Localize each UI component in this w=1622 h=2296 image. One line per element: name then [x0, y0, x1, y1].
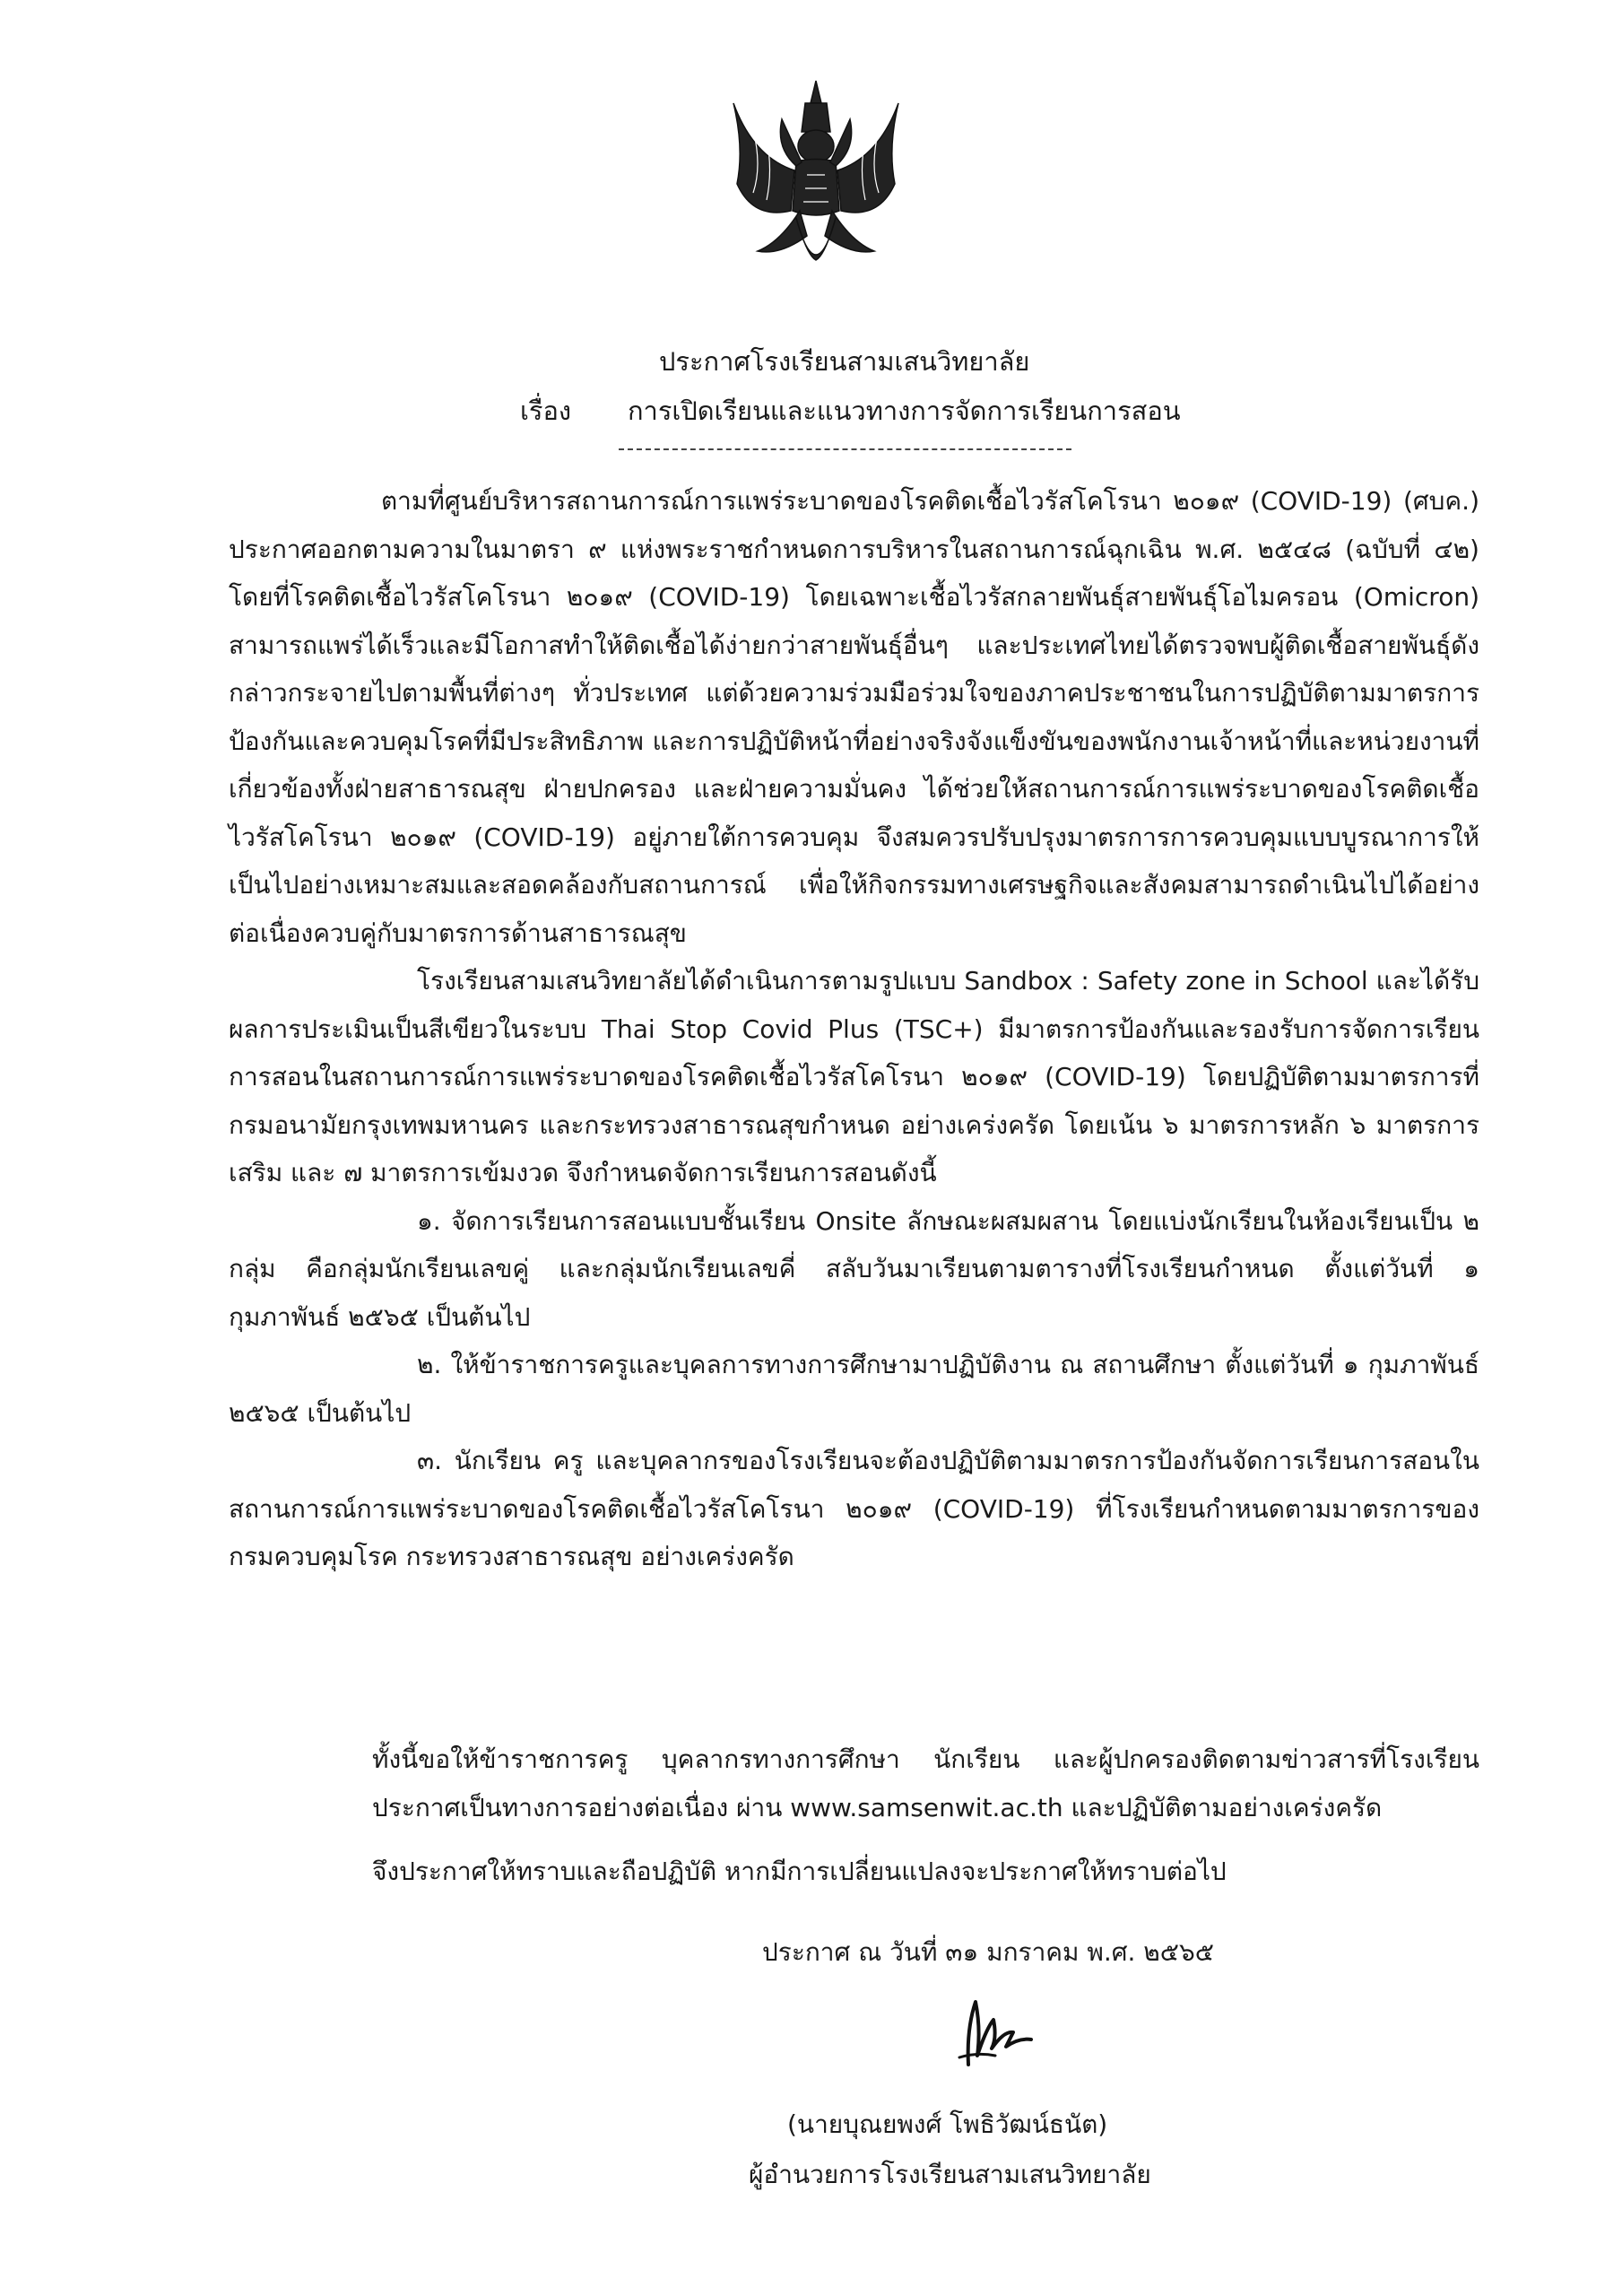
subject-row	[520, 390, 1181, 431]
closing-text-2: จึงประกาศให้ทราบและถือปฏิบัติ หากมีการเปลี่ยนแปลงจะประกาศให้ทราบต่อไป	[372, 1857, 1227, 1886]
subject-label: เรื่อง	[520, 396, 572, 426]
announcement-date: ประกาศ ณ วันที่ ๓๑ มกราคม พ.ศ. ๒๕๖๕	[762, 1937, 1214, 1967]
signature-icon	[941, 1993, 1040, 2074]
body-paragraph-2: โรงเรียนสามเสนวิทยาลัยได้ดำเนินการตามรูปแบบ Sandbox : Safety zone in School และได้รับผลการประเมินเป็นสีเขียวในระบบ Thai Stop Covid Plus (TSC+) มีมาตรการป้องกันและรองรับการจัดการเรียนการสอนในสถานการณ์การแพร่ระบาดของโรคติดเชื้อไวรัสโคโรนา ๒๐๑๙ (COVID-19) โดยปฏิบัติตามมาตรการที่กรมอนามัยกรุงเทพมหานคร และกระทรวงสาธารณสุขกำหนด อย่างเคร่งครัด โดยเน้น ๖ มาตรการหลัก ๖ มาตรการเสริม และ ๗ มาตรการเข้มงวด จึงกำหนดจัดการเรียนการสอนดังนี้	[229, 966, 1479, 1187]
signer-position: ผู้อำนวยการโรงเรียนสามเสนวิทยาลัย	[749, 2160, 1151, 2189]
list-item: ๑. จัดการเรียนการสอนแบบชั้นเรียน Onsite ลักษณะผสมผสาน โดยแบ่งนักเรียนในห้องเรียนเป็น ๒ กลุ่ม คือกลุ่มนักเรียนเลขคู่ และกลุ่มนักเรียนเลขคี่ สลับวันมาเรียนตามตารางที่โรงเรียนกำหนด ตั้งแต่วันที่ ๑ กุมภาพันธ์ ๒๕๖๕ เป็นต้นไป	[229, 1205, 1479, 1332]
announcement-title: ประกาศโรงเรียนสามเสนวิทยาลัย	[659, 346, 1030, 377]
signer-name: (นายบุณยพงศ์ โพธิวัฒน์ธนัต)	[787, 2109, 1108, 2139]
list-item: ๓. นักเรียน ครู และบุคลากรของโรงเรียนจะต้องปฏิบัติตามมาตรการป้องกันจัดการเรียนการสอนในสถานการณ์การแพร่ระบาดของโรคติดเชื้อไวรัสโคโรนา ๒๐๑๙ (COVID-19) ที่โรงเรียนกำหนดตามมาตรการของกรมควบคุมโรค กระทรวงสาธารณสุข อย่างเคร่งครัด	[229, 1446, 1479, 1571]
list-item: ๒. ให้ข้าราชการครูและบุคลการทางการศึกษามาปฏิบัติงาน ณ สถานศึกษา ตั้งแต่วันที่ ๑ กุมภาพันธ์ ๒๕๖๕ เป็นต้นไป	[229, 1350, 1479, 1428]
divider	[619, 448, 1071, 450]
closing-paragraph-2	[372, 1848, 1479, 1896]
garuda-emblem-icon	[726, 76, 906, 300]
closing-paragraph-1	[372, 1735, 1479, 1831]
body-paragraph-1: ตามที่ศูนย์บริหารสถานการณ์การแพร่ระบาดของโรคติดเชื้อไวรัสโคโรนา ๒๐๑๙ (COVID-19) (ศบค.) ประกาศออกตามความในมาตรา ๙ แห่งพระราชกำหนดการบริหารในสถานการณ์ฉุกเฉิน พ.ศ. ๒๕๔๘ (ฉบับที่ ๔๒) โดยที่โรคติดเชื้อไวรัสโคโรนา ๒๐๑๙ (COVID-19) โดยเฉพาะเชื้อไวรัสกลายพันธุ์สายพันธุ์โอไมครอน (Omicron) สามารถแพร่ได้เร็วและมีโอกาสทำให้ติดเชื้อได้ง่ายกว่าสายพันธุ์อื่นๆ และประเทศไทยได้ตรวจพบผู้ติดเชื้อสายพันธุ์ดังกล่าวกระจายไปตามพื้นที่ต่างๆ ทั่วประเทศ แต่ด้วยความร่วมมือร่วมใจของภาคประชาชนในการปฏิบัติตามมาตรการป้องกันและควบคุมโรคที่มีประสิทธิภาพ และการปฏิบัติหน้าที่อย่างจริงจังแข็งขันของพนักงานเจ้าหน้าที่และหน่วยงานที่เกี่ยวข้องทั้งฝ่ายสาธารณสุข ฝ่ายปกครอง และฝ่ายความมั่นคง ได้ช่วยให้สถานการณ์การแพร่ระบาดของโรคติดเชื้อไวรัสโคโรนา ๒๐๑๙ (COVID-19) อยู่ภายใต้การควบคุม จึงสมควรปรับปรุงมาตรการการควบคุมแบบบูรณาการให้เป็นไปอย่างเหมาะสมและสอดคล้องกับสถานการณ์ เพื่อให้กิจกรรมทางเศรษฐกิจและสังคมสามารถดำเนินไปได้อย่างต่อเนื่องควบคู่กับมาตรการด้านสาธารณสุข	[229, 486, 1479, 948]
announcement-body	[229, 477, 1479, 1581]
closing-text-1: ทั้งนี้ขอให้ข้าราชการครู บุคลากรทางการศึกษา นักเรียน และผู้ปกครองติดตามข่าวสารที่โรงเรียนประกาศเป็นทางการอย่างต่อเนื่อง ผ่าน www.samsenwit.ac.th และปฏิบัติตามอย่างเคร่งครัด	[372, 1744, 1479, 1822]
subject-text: การเปิดเรียนและแนวทางการจัดการเรียนการสอน	[628, 396, 1181, 426]
